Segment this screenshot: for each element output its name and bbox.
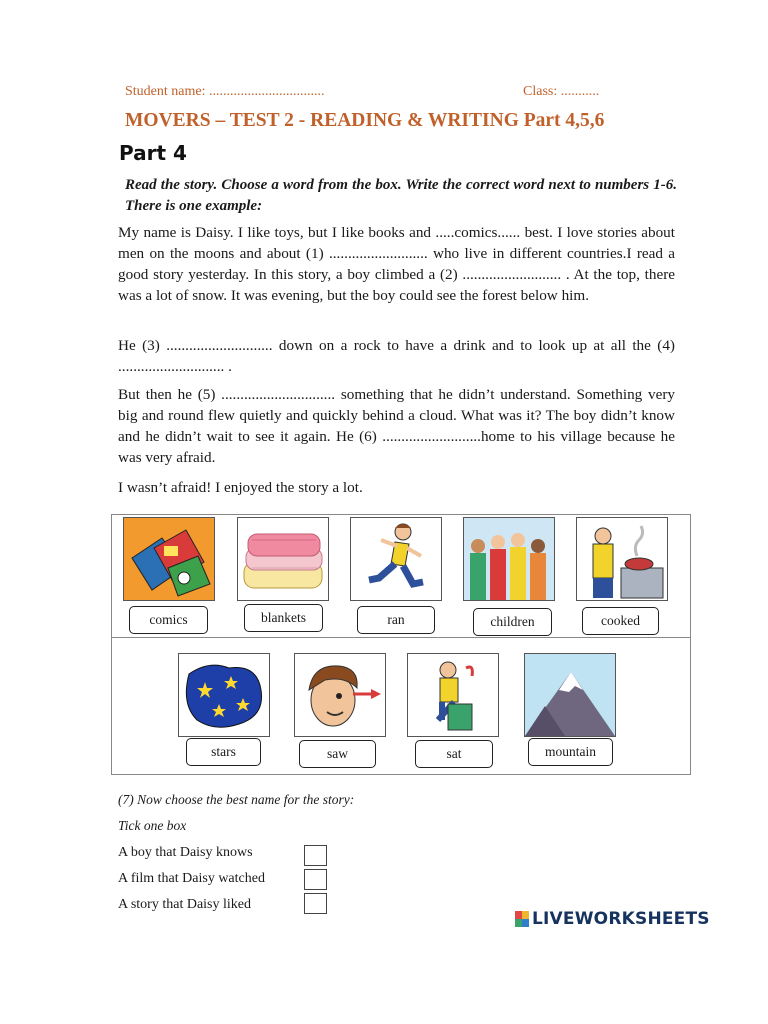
student-name-line: Student name: ................................. bbox=[125, 84, 325, 99]
word-label-cooked: cooked bbox=[582, 607, 659, 635]
comics-picture bbox=[123, 517, 215, 601]
ran-picture bbox=[350, 517, 442, 601]
story-paragraph-2: He (3) ............................ down on a rock to have a drink and to look up at all the (4) ............................ . bbox=[118, 337, 675, 375]
instructions: Read the story. Choose a word from the box. Write the correct word next to numbers 1-6. There is one example: bbox=[125, 177, 677, 214]
option-1-checkbox[interactable] bbox=[304, 845, 327, 866]
word-label-children: children bbox=[473, 608, 552, 636]
children-picture bbox=[463, 517, 555, 601]
worksheet-title: MOVERS – TEST 2 - READING & WRITING Part 4,5,6 bbox=[125, 110, 605, 131]
word-label-sat: sat bbox=[415, 740, 493, 768]
word-label-comics: comics bbox=[129, 606, 208, 634]
option-3-checkbox[interactable] bbox=[304, 893, 327, 914]
word-label-saw: saw bbox=[299, 740, 376, 768]
question-7-prompt: (7) Now choose the best name for the story: bbox=[118, 792, 355, 807]
tick-instruction: Tick one box bbox=[118, 818, 187, 833]
option-1-label: A boy that Daisy knows bbox=[118, 845, 253, 860]
brand-name: LIVEWORKSHEETS bbox=[532, 909, 710, 929]
stars-picture bbox=[178, 653, 270, 737]
class-line: Class: ........... bbox=[523, 84, 600, 99]
story-paragraph-4: I wasn’t afraid! I enjoyed the story a lot. bbox=[118, 479, 363, 496]
word-label-mountain: mountain bbox=[528, 738, 613, 766]
sat-picture bbox=[407, 653, 499, 737]
saw-picture bbox=[294, 653, 386, 737]
option-3-label: A story that Daisy liked bbox=[118, 897, 251, 912]
option-2-label: A film that Daisy watched bbox=[118, 871, 265, 886]
word-label-ran: ran bbox=[357, 606, 435, 634]
option-2-checkbox[interactable] bbox=[304, 869, 327, 890]
brand-squares-icon bbox=[515, 911, 529, 927]
word-label-blankets: blankets bbox=[244, 604, 323, 632]
story-paragraph-3: But then he (5) .............................. something that he didn’t understand. Something very big and round flew quietly and quickly behind a cloud. What was it? The boy didn’t know and he didn’t wait to see it again. He (6) ..........................home to his village because he was very afraid. bbox=[118, 386, 675, 466]
word-label-stars: stars bbox=[186, 738, 261, 766]
story-paragraph-1: My name is Daisy. I like toys, but I like books and .....comics...... best. I love stories about men on the moons and about (1) .......................... who live in different countries.I read a good story yesterday. In this story, a boy climbed a (2) .......................... . At the top, there was a lot of snow. It was evening, but the boy could see the forest below him. bbox=[118, 224, 675, 304]
blankets-picture bbox=[237, 517, 329, 601]
cooked-picture bbox=[576, 517, 668, 601]
word-box-divider bbox=[111, 637, 691, 638]
part-title: Part 4 bbox=[119, 141, 187, 165]
mountain-picture bbox=[524, 653, 616, 737]
liveworksheets-logo bbox=[515, 909, 710, 929]
